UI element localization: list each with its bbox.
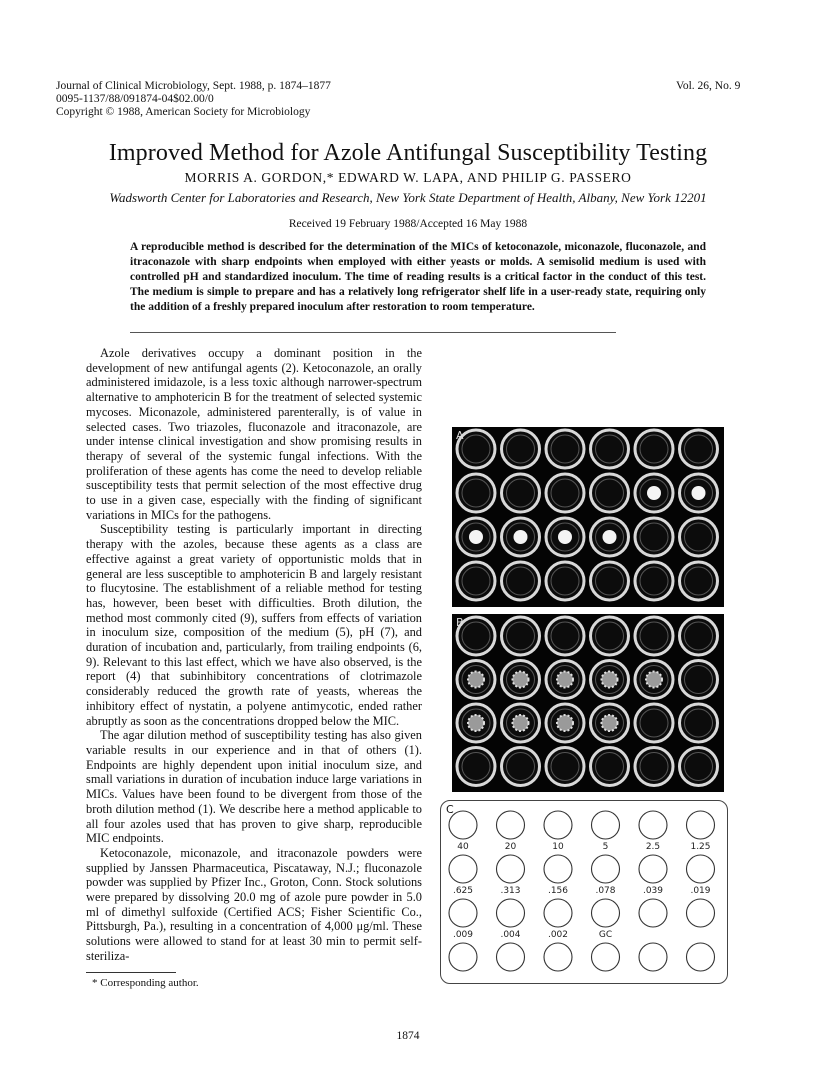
template-well	[449, 855, 477, 883]
template-well	[592, 855, 620, 883]
template-well	[497, 855, 525, 883]
template-well	[639, 811, 667, 839]
body-column	[86, 346, 422, 964]
body-paragraph: Ketoconazole, miconazole, and itraconazole powders were supplied by Janssen Pharmaceutica, Piscataway, N.J.; fluconazole powder was supplied by Pfizer Inc., Groton, Conn. Stock solutions were prepared by dissolving 20.0 mg of azole pure powder in 5.0 ml of dimethyl sulfoxide (Certified ACS; Fisher Scientific Co., Pittsburgh, Pa.), resulting in a concentration of 4,000 μg/ml. These solutions were allowed to stand for at least 30 min to permit self-steriliza-	[86, 845, 422, 963]
concentration-label: .002	[547, 930, 569, 940]
plate-well	[591, 474, 629, 512]
affiliation: Wadsworth Center for Laboratories and Research, New York State Department of Health, Albany, New York 12201	[109, 190, 707, 205]
growth-spot	[692, 486, 706, 500]
plate-template-c	[440, 800, 728, 984]
plate-well	[457, 474, 495, 512]
plate-well	[680, 704, 718, 742]
plate-well	[502, 474, 540, 512]
concentration-label: .313	[500, 886, 521, 896]
concentration-label: .078	[595, 886, 616, 896]
copyright-line: Copyright © 1988, American Society for Microbiology	[56, 106, 311, 118]
plate-well	[546, 430, 584, 468]
concentration-label: 20	[504, 842, 517, 852]
plate-well	[591, 430, 629, 468]
concentration-label: .009	[452, 930, 474, 940]
growth-spot	[514, 530, 528, 544]
growth-spot	[468, 672, 484, 688]
plate-well	[635, 617, 673, 655]
template-well	[687, 811, 715, 839]
plate-well	[546, 474, 584, 512]
concentration-label: 40	[457, 842, 469, 852]
body-paragraph: The agar dilution method of susceptibility testing has also given variable results in our experience and in that of others (1). Endpoints are highly dependent upon initial inoculum size, and small variations in duration of incubation induce large variations in MICs. Values have been found to be divergent from those of the broth dilution method (1). We describe here a method applicable to all four azoles used that has proven to give sharp, reproducible MIC endpoints.	[86, 728, 422, 846]
body-paragraph: Azole derivatives occupy a dominant position in the development of new antifungal agents (2). Ketoconazole, an orally administered imidazole, is a less toxic although narrower-spectrum alternative to amphotericin B for the treatment of selected systemic mycoses. Miconazole, administered parenterally, is of value in selected cases. Two triazoles, fluconazole and itraconazole, are under intense clinical investigation and show promising results in therapy of several of the systemic fungal infections. With the proliferation of these agents has come the need to develop reliable susceptibility tests that permit selection of the most effective drug to use in a given case, especially with the finding of significant variations in MICs for the pathogens.	[86, 346, 422, 522]
plate-well	[546, 617, 584, 655]
plate-well	[502, 748, 540, 786]
template-well	[592, 811, 620, 839]
concentration-label: 1.25	[690, 842, 711, 852]
template-well	[687, 943, 715, 971]
plate-well	[502, 617, 540, 655]
template-well	[544, 943, 572, 971]
template-well	[544, 855, 572, 883]
volume-issue: Vol. 26, No. 9	[676, 80, 741, 92]
growth-spot	[647, 486, 661, 500]
template-well	[592, 943, 620, 971]
plate-photo-a	[452, 427, 724, 607]
plate-well	[680, 748, 718, 786]
plate-well	[680, 617, 718, 655]
template-well	[639, 855, 667, 883]
plate-well	[635, 748, 673, 786]
template-well	[449, 943, 477, 971]
growth-spot	[603, 530, 617, 544]
growth-spot	[557, 715, 573, 731]
article-title: Improved Method for Azole Antifungal Susceptibility Testing	[108, 140, 708, 166]
template-well	[497, 899, 525, 927]
plate-wells-b	[452, 614, 724, 792]
concentration-label: .625	[452, 886, 474, 896]
plate-well	[680, 562, 718, 600]
panel-label-a: A	[456, 429, 464, 442]
plate-well	[591, 748, 629, 786]
plate-well	[591, 617, 629, 655]
concentration-label: .019	[690, 886, 711, 896]
concentration-label: 2.5	[645, 842, 661, 852]
plate-well	[680, 661, 718, 699]
plate-photo-b	[452, 614, 724, 792]
growth-spot	[557, 672, 573, 688]
template-well	[639, 899, 667, 927]
plate-well	[635, 518, 673, 556]
concentration-label: .156	[547, 886, 569, 896]
footnote-divider	[86, 972, 176, 973]
author-list: MORRIS A. GORDON,* EDWARD W. LAPA, AND PHILIP G. PASSERO	[184, 170, 632, 185]
growth-spot	[469, 530, 483, 544]
plate-well	[502, 430, 540, 468]
plate-well	[457, 562, 495, 600]
template-well	[687, 899, 715, 927]
abstract-divider	[130, 332, 616, 333]
plate-well	[680, 518, 718, 556]
plate-well	[546, 748, 584, 786]
plate-well	[635, 704, 673, 742]
concentration-label: .004	[500, 930, 521, 940]
panel-label-b: B	[456, 616, 464, 629]
body-paragraph: Susceptibility testing is particularly important in directing therapy with the azoles, because these agents as a class are effective against a great variety of opportunistic molds that in general are less susceptible to amphotericin B and largely resistant to flucytosine. The establishment of a reliable method for testing has, however, been beset with difficulties. Broth dilution, the method most commonly cited (9), suffers from effects of variation in inoculum size, composition of the medium (5), pH (7), and duration of incubation and, particularly, from trailing endpoints (6, 9). Relevant to this last effect, which we have also observed, is the report (4) that subinhibitory concentrations of clotrimazole considerably reduced the growth rate of yeasts, whereas the inhibitory effect of nystatin, a polyene antimycotic, ended rather abruptly as soon as the concentrations dropped below the MIC.	[86, 522, 422, 728]
template-well	[449, 899, 477, 927]
growth-spot	[468, 715, 484, 731]
template-well	[687, 855, 715, 883]
plate-well	[457, 748, 495, 786]
growth-spot	[513, 672, 529, 688]
plate-well	[546, 562, 584, 600]
journal-citation: Journal of Clinical Microbiology, Sept. 1988, p. 1874–1877	[56, 80, 331, 92]
template-well	[639, 943, 667, 971]
plate-well	[635, 562, 673, 600]
growth-spot	[646, 672, 662, 688]
abstract: A reproducible method is described for the determination of the MICs of ketoconazole, miconazole, fluconazole, and itraconazole with sharp endpoints when employed with either yeasts or molds. A semisolid medium is used with controlled pH and standardized inoculum. The time of reading results is a critical factor in the conduct of this test. The medium is simple to prepare and has a relatively long refrigerator shelf life in a user-ready state, requiring only the addition of a freshly prepared inoculum after restoration to room temperature.	[130, 241, 706, 313]
page-number: 1874	[396, 1030, 420, 1042]
template-well	[497, 943, 525, 971]
plate-wells-a	[452, 427, 724, 607]
plate-well	[502, 562, 540, 600]
concentration-label: .039	[642, 886, 664, 896]
growth-spot	[602, 672, 618, 688]
received-dates: Received 19 February 1988/Accepted 16 May 1988	[288, 218, 528, 230]
template-well	[592, 899, 620, 927]
template-well	[544, 899, 572, 927]
growth-spot	[513, 715, 529, 731]
concentration-label: 5	[602, 842, 609, 852]
template-well	[544, 811, 572, 839]
concentration-label: 10	[552, 842, 564, 852]
growth-spot	[602, 715, 618, 731]
plate-well	[635, 430, 673, 468]
growth-spot	[558, 530, 572, 544]
concentration-label: GC	[598, 930, 613, 940]
template-well	[449, 811, 477, 839]
panel-label-c: C	[446, 803, 454, 816]
plate-well	[680, 430, 718, 468]
footnote: * Corresponding author.	[92, 977, 199, 989]
template-well	[497, 811, 525, 839]
plate-well	[591, 562, 629, 600]
article-code: 0095-1137/88/091874-04$02.00/0	[56, 93, 214, 105]
